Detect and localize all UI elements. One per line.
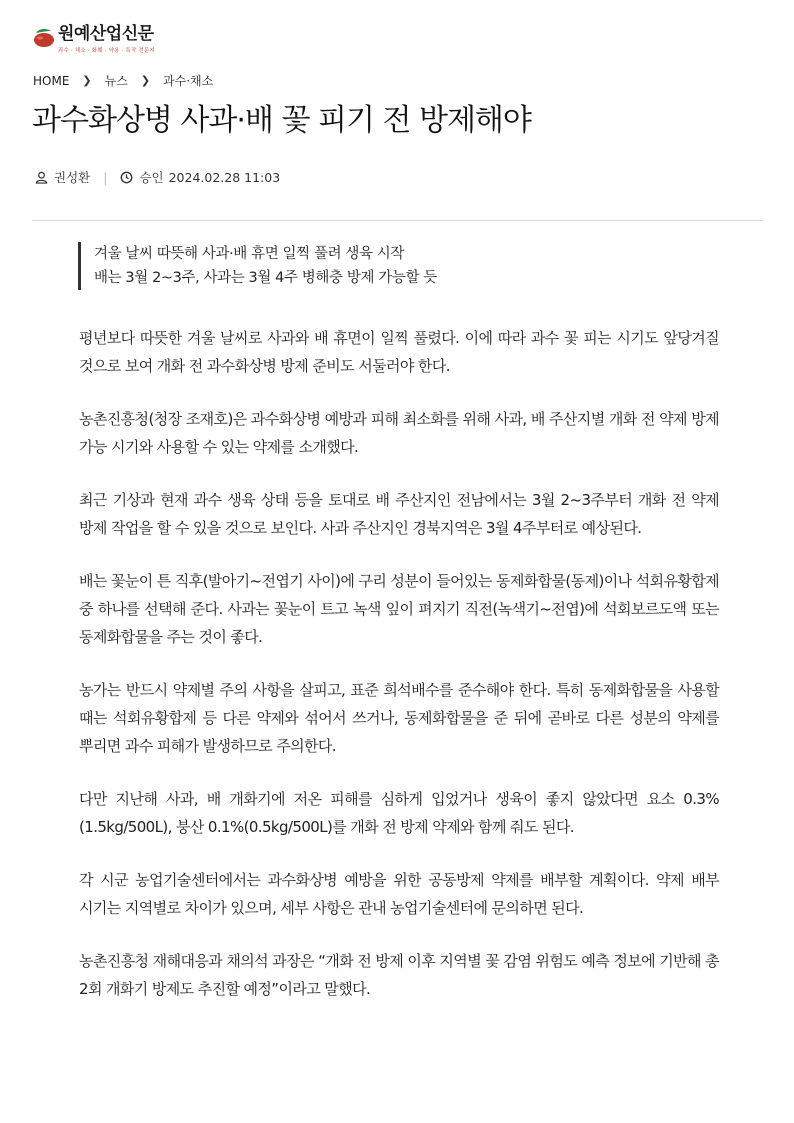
breadcrumb-home[interactable]: HOME	[33, 73, 70, 88]
breadcrumb-category[interactable]: 과수·채소	[163, 74, 214, 88]
author-name[interactable]: 권성환	[54, 170, 91, 185]
article-title: 과수화상병 사과·배 꽃 피기 전 방제해야	[32, 103, 531, 138]
byline-divider: |	[103, 169, 108, 185]
chevron-right-icon: ❯	[140, 74, 151, 87]
approved-datetime: 2024.02.28 11:03	[168, 169, 281, 185]
logo-tagline: 과수 · 채소 · 화훼 · 약용 · 특작 전문지	[58, 48, 155, 54]
article-paragraph: 배는 꽃눈이 튼 직후(발아기~전엽기 사이)에 구리 성분이 들어있는 동제화합물(동제)이나 석회유황합제 중 하나를 선택해 준다. 사과는 꽃눈이 트고 녹색 잎이 펴지기 직전(녹색기~전엽)에 석회보르도액 또는 동제화합물을 주는 것이 좋다.	[79, 572, 719, 646]
person-icon	[35, 171, 48, 184]
logo-leaf-fruit-icon	[32, 25, 56, 49]
article-paragraph: 다만 지난해 사과, 배 개화기에 저온 피해를 심하게 입었거나 생육이 좋지 않았다면 요소 0.3%(1.5kg/500L), 붕산 0.1%(0.5kg/500L)를 개화 전 방제 약제와 함께 줘도 된다.	[79, 790, 719, 836]
breadcrumb-section[interactable]: 뉴스	[104, 74, 128, 88]
header-divider	[32, 220, 763, 221]
breadcrumb	[33, 72, 213, 89]
article-body	[79, 324, 719, 1028]
article-paragraph: 농가는 반드시 약제별 주의 사항을 살피고, 표준 희석배수를 준수해야 한다. 특히 동제화합물을 사용할 때는 석회유황합제 등 다른 약제와 섞어서 쓰거나, 동제화합물을 준 뒤에 곧바로 다른 성분의 약제를 뿌리면 과수 피해가 발생하므로 주의한다.	[79, 681, 719, 755]
clock-icon	[120, 171, 133, 184]
approved-label: 승인	[139, 170, 164, 185]
subtitle-line: 배는 3월 2~3주, 사과는 3월 4주 병해충 방제 가능할 듯	[94, 270, 437, 286]
logo-name: 원예산업신문	[58, 24, 154, 44]
article-paragraph: 각 시군 농업기술센터에서는 과수화상병 예방을 위한 공동방제 약제를 배부할 계획이다. 약제 배부 시기는 지역별로 차이가 있으며, 세부 사항은 관내 농업기술센터에 문의하면 된다.	[79, 871, 719, 917]
article-paragraph: 평년보다 따뜻한 겨울 날씨로 사과와 배 휴면이 일찍 풀렸다. 이에 따라 과수 꽃 피는 시기도 앞당겨질 것으로 보여 개화 전 과수화상병 방제 준비도 서둘러야 한다.	[79, 329, 719, 375]
article-paragraph: 농촌진흥청(청장 조재호)은 과수화상병 예방과 피해 최소화를 위해 사과, 배 주산지별 개화 전 약제 방제 가능 시기와 사용할 수 있는 약제를 소개했다.	[79, 410, 719, 456]
article-paragraph: 최근 기상과 현재 과수 생육 상태 등을 토대로 배 주산지인 전남에서는 3월 2~3주부터 개화 전 약제 방제 작업을 할 수 있을 것으로 보인다. 사과 주산지인 경북지역은 3월 4주부터로 예상된다.	[79, 491, 719, 537]
article-paragraph: 농촌진흥청 재해대응과 채의석 과장은 “개화 전 방제 이후 지역별 꽃 감염 위험도 예측 정보에 기반해 총 2회 개화기 방제도 추진할 예정”이라고 말했다.	[79, 952, 719, 998]
site-logo[interactable]	[32, 24, 155, 54]
subtitle-line: 겨울 날씨 따뜻해 사과·배 휴면 일찍 풀려 생육 시작	[94, 246, 405, 262]
chevron-right-icon: ❯	[82, 74, 92, 87]
article-byline	[35, 168, 280, 186]
article-subtitle	[78, 242, 437, 290]
